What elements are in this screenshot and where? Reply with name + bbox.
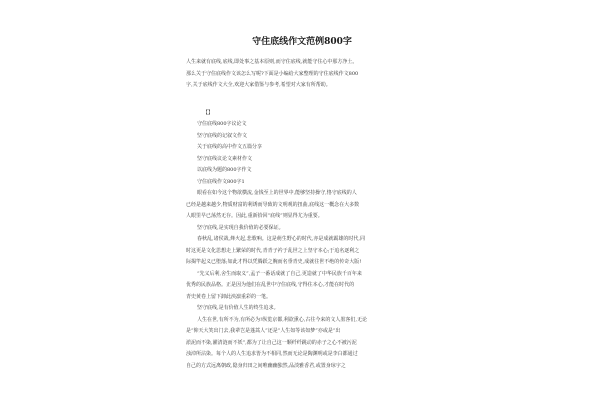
toc-item[interactable]: 坚守底线的记叙文作文 [197,132,248,139]
body-line: 浊淖所沾染。每个人的人生追求皆为不相同,然而无论是陶渊明或是李白都通过 [186,351,358,357]
document-page [186,36,418,396]
body-line: 淤泥而不染,濯清涟而不妖”,都为了让自己这一颗纤纤跳动的赤子之心不被污泥 [186,339,357,346]
body-line: 际揭竿起义已堕落;如此才得以凭腾跃之腕而名垂青史,成就往世不绝的传奇大版! [186,259,362,265]
body-line: 是“仰天大笑出门去,我辈岂是蓬蒿人”还是“人生如等该如梦”亦或是“出 [186,328,341,334]
body-line: “先义后利,舍生而取义”,孟子一番话成就了自己,更造就了中华民族千百年来 [197,270,362,277]
intro-line: 人生来就有底线,底线,即处事之基本原则,而守住底线,就能守住心中那方净土。 [186,59,358,65]
intro-line: 字,关于底线作文大全,欢迎大家借鉴与参考,希望对大家有所帮助。 [186,82,331,88]
document-title: 守住底线作文范例800字 [252,37,352,47]
body-line: 坚守底线,是实现自我价值的必要保证。 [197,224,284,231]
body-line: 时这更是文化思想走上繁荣的时代,青青子衿于乱世之上坚守本心;于追名逐利之 [186,247,360,254]
toc-item[interactable]: 坚守底线议论文素材作文 [197,155,253,162]
toc-item[interactable]: 以底线为题的800字作文 [197,167,252,173]
body-line: 优秀的民族品格。正是因为他们在乱世中守住底线,守得住本心,才能在时代的 [186,282,355,288]
body-line: 自己的方式远离朝政,隐身归田之间唯幽幽独然,品淡雅香君,或置身琼宇之 [186,362,346,369]
body-line: 青史黄卷上留下卸此泱凛重彩的一笔。 [186,293,272,300]
body-line: 春秋乱,诸侯战,烽火起,悲歌响。这是萌生野心的时代,亦是成就霸雄的时代,同 [197,236,365,242]
toc-marker: 【】 [203,109,214,116]
body-line: 人生在世,有所不为,有所必为!纵览京都,利欲熏心,古往今来的文人墨客们,无论 [197,316,367,323]
body-line: 坚守底线,是有价值人生的终生追求。 [197,305,279,311]
toc-item[interactable]: 守住底线800字议论文 [197,121,247,127]
body-line: 已经是越来越少,物质财富的利诱而导致的文明观的扭曲,底线这一概念在大多数 [186,201,360,208]
toc-item[interactable]: 关于底线的高中作文五篇分享 [197,144,263,150]
intro-paragraph [186,57,418,92]
body-line: 眼看在如今这个物欲横流,金钱至上的世界中,能够坚持操守,恪守底线的人 [197,190,357,196]
body-line: 人眼里早已荡然无存。因此,重新拾回“底线”则显得尤为重要。 [186,213,323,219]
toc-item[interactable]: 守住底线作文800字1 [197,178,245,185]
table-of-contents [186,108,418,189]
article-body [186,188,418,372]
intro-line: 那么关于守住底线作文该怎么写呢?下面是小编给大家整理的守住底线作文800 [186,70,359,77]
